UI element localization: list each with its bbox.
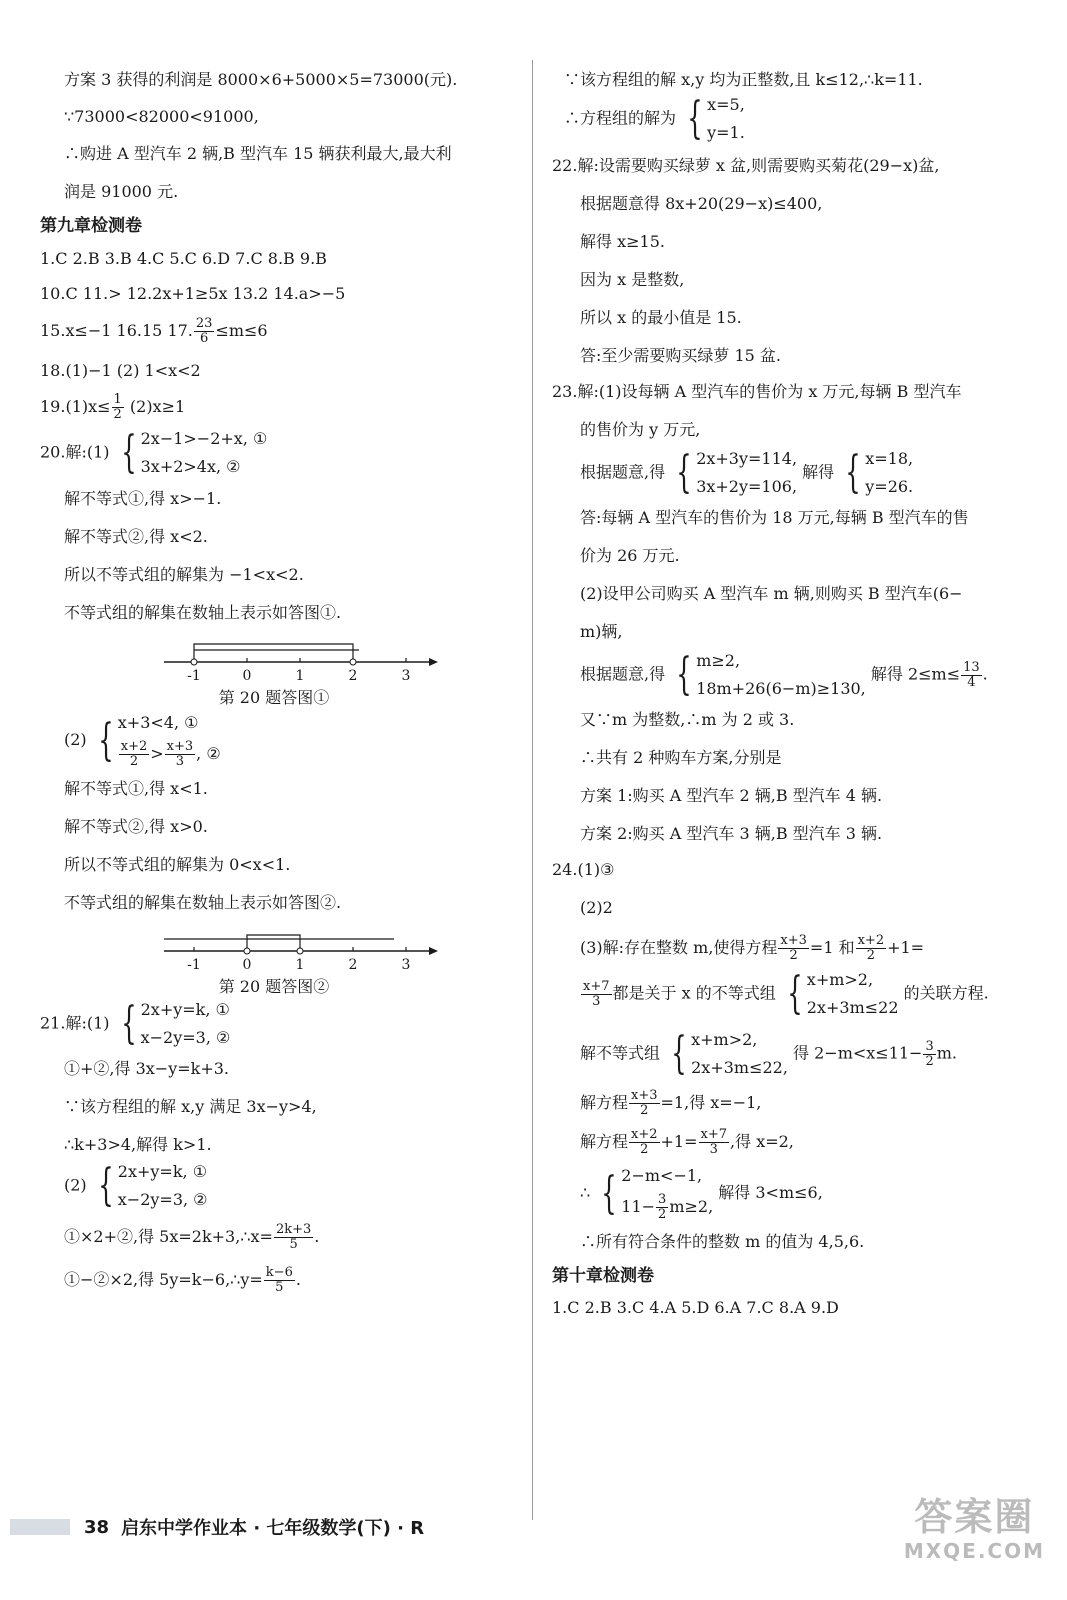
figure-caption: 第 20 题答图①: [218, 688, 330, 707]
answer-text: 15.x≤−1 16.15 17.: [40, 321, 193, 340]
text-line: 方案 1:购买 A 型汽车 2 辆,B 型汽车 4 辆.: [580, 786, 883, 805]
formula-line: ①×2+②,得 5x=2k+3,∴x= $\frac{2k+3}{5}$ .: [64, 1222, 320, 1252]
question-label: 21.解:(1): [40, 1013, 110, 1033]
chapter-9-title: 第九章检测卷: [40, 216, 142, 236]
formula-line: (3)解:存在整数 m,使得方程 $\frac{x+3}{2}$ =1 和 $\frac{x+2}{2}$ +1=: [580, 933, 925, 963]
text-line: 不等式组的解集在数轴上表示如答图②.: [64, 893, 342, 912]
q21-part2: [64, 1161, 524, 1211]
formula-line: 解方程 $\frac{x+3}{2}$ =1,得 x=−1,: [580, 1088, 762, 1118]
text-line: ∵73000<82000<91000,: [64, 107, 259, 126]
solution-bracket: [194, 644, 353, 662]
tick-label: 3: [401, 957, 411, 973]
right-column: [552, 58, 1012, 1317]
text-line: 答:至少需要购买绿萝 15 盆.: [580, 346, 782, 365]
axis-arrow: [429, 658, 438, 666]
fraction: $\frac{1}{2}$: [113, 392, 122, 422]
question-label: 20.解:(1): [40, 442, 110, 462]
text-line: 价为 26 万元.: [580, 546, 680, 565]
open-dot: [244, 948, 250, 954]
tick-label: 2: [348, 957, 358, 973]
solution-bracket: [247, 935, 300, 951]
number-line-1: [164, 634, 444, 684]
solution-line: ∴方程组的解为 { x=5, y=1.: [564, 93, 745, 144]
text-line: 24.(1)③: [552, 860, 615, 879]
answer-line-19: [40, 393, 500, 422]
figure-caption: 第 20 题答图②: [218, 977, 330, 996]
page-number: 38: [84, 1516, 110, 1538]
tick-label: 2: [348, 668, 358, 684]
answer-line: 1.C 2.B 3.C 4.A 5.D 6.A 7.C 8.A 9.D: [552, 1298, 839, 1317]
number-line-2: [164, 923, 444, 973]
text-line: 方案 3 获得的利润是 8000×6+5000×5=73000(元).: [64, 70, 458, 89]
answer-text: (2)x≥1: [124, 397, 186, 416]
open-dot: [297, 948, 303, 954]
text-line: 解不等式②,得 x<2.: [64, 527, 208, 546]
answer-line: 10.C 11.> 12.2x+1≥5x 13.2 14.a>−5: [40, 284, 346, 303]
text-line: 所以不等式组的解集为 0<x<1.: [64, 855, 291, 874]
text-line: ∴共有 2 种购车方案,分别是: [580, 748, 782, 767]
question-label: (2): [64, 730, 87, 749]
text-line: ∵该方程组的解 x,y 均为正整数,且 k≤12,∴k=11.: [564, 70, 923, 89]
question-label: (2): [64, 1175, 87, 1195]
q20-part1: [40, 428, 500, 478]
open-dot: [191, 659, 197, 665]
watermark-url: MXQE.COM: [903, 1539, 1045, 1563]
text-line: 所以 x 的最小值是 15.: [580, 308, 742, 327]
footer-decoration: [10, 1519, 70, 1535]
answer-line: 1.C 2.B 3.B 4.C 5.C 6.D 7.C 8.B 9.B: [40, 249, 327, 268]
text-line: 答:每辆 A 型汽车的售价为 18 万元,每辆 B 型汽车的售: [580, 508, 969, 527]
text-line: 解不等式②,得 x>0.: [64, 817, 208, 836]
tick-label: 1: [295, 668, 305, 684]
solution-line: 根据题意,得 { 2x+3y=114, 3x+2y=106, 解得 { x=18, y=26.: [580, 447, 914, 498]
text-line: 方案 2:购买 A 型汽车 3 辆,B 型汽车 3 辆.: [580, 824, 883, 843]
solution-line: 根据题意,得 { m≥2, 18m+26(6−m)≥130, 解得 2≤m≤ $\frac{13}{4}$ .: [580, 649, 988, 700]
answer-line: 18.(1)−1 (2) 1<x<2: [40, 361, 201, 380]
text-line: 润是 91000 元.: [64, 182, 179, 201]
text-line: ∴所有符合条件的整数 m 的值为 4,5,6.: [580, 1232, 865, 1251]
tick-label: -1: [187, 668, 201, 684]
tick-label: 0: [242, 957, 252, 973]
formula-line: $\frac{x+7}{3}$ 都是关于 x 的不等式组 { x+m>2, 2x+3m≤22 的关联方程.: [583, 968, 989, 1019]
tick-label: -1: [187, 957, 201, 973]
text-line: ∴k+3>4,解得 k>1.: [64, 1135, 212, 1154]
fraction: $\frac{23}{6}$: [195, 316, 213, 346]
watermark: [904, 1495, 1045, 1563]
formula-line: ∴ { 2−m<−1, 11− $\frac{3}{2}$ m≥2, 解得 3<m≤6,: [580, 1166, 823, 1222]
formula-line: 解不等式组 { x+m>2, 2x+3m≤22, 得 2−m<x≤11− $\frac{3}{2}$ m.: [580, 1028, 958, 1079]
tick-label: 1: [295, 957, 305, 973]
answer-line-17: [40, 317, 500, 346]
q21-part1: [40, 999, 500, 1049]
axis-arrow: [429, 947, 438, 955]
text-line: 解不等式①,得 x<1.: [64, 779, 208, 798]
open-dot: [350, 659, 356, 665]
answer-text: ≤m≤6: [215, 321, 268, 340]
text-line: 不等式组的解集在数轴上表示如答图①.: [64, 603, 342, 622]
inequality-system: { x+3<4, ① $\frac{x+2}{2}$ > $\frac{x+3}{3}$ , ②: [98, 713, 221, 769]
text-line: ①+②,得 3x−y=k+3.: [64, 1059, 230, 1078]
text-line: 因为 x 是整数,: [580, 270, 685, 289]
q20-part2: [64, 712, 524, 769]
text-line: 解不等式①,得 x>−1.: [64, 489, 222, 508]
tick-label: 0: [242, 668, 252, 684]
text-line: (2)设甲公司购买 A 型汽车 m 辆,则购买 B 型汽车(6−: [580, 584, 963, 603]
equation-system: { 2x+y=k, ① x−2y=3, ②: [120, 998, 231, 1049]
page-footer: [10, 1512, 424, 1542]
text-line: ∵该方程组的解 x,y 满足 3x−y>4,: [64, 1097, 317, 1116]
text-line: 的售价为 y 万元,: [580, 420, 701, 439]
inequality-system: { 2x−1>−2+x, ① 3x+2>4x, ②: [120, 427, 268, 478]
column-divider: [532, 60, 533, 1520]
watermark-logo: 答案圈: [914, 1495, 1035, 1539]
book-title: 启东中学作业本 · 七年级数学(下) · R: [121, 1518, 425, 1539]
text-line: 解得 x≥15.: [580, 232, 665, 251]
formula-line: ①−②×2,得 5y=k−6,∴y= $\frac{k-6}{5}$ .: [64, 1265, 301, 1295]
answer-text: 19.(1)x≤: [40, 397, 111, 416]
text-line: 23.解:(1)设每辆 A 型汽车的售价为 x 万元,每辆 B 型汽车: [552, 382, 962, 401]
left-column: [40, 58, 524, 1295]
text-line: 22.解:设需要购买绿萝 x 盆,则需要购买菊花(29−x)盆,: [552, 156, 940, 175]
equation-system: { 2x+y=k, ① x−2y=3, ②: [98, 1160, 208, 1211]
chapter-10-title: 第十章检测卷: [552, 1266, 654, 1286]
tick-label: 3: [401, 668, 411, 684]
text-line: 又∵m 为整数,∴m 为 2 或 3.: [580, 710, 795, 729]
text-line: 所以不等式组的解集为 −1<x<2.: [64, 565, 304, 584]
formula-line: 解方程 $\frac{x+2}{2}$ +1= $\frac{x+7}{3}$ ,得 x=2,: [580, 1127, 794, 1157]
text-line: m)辆,: [580, 622, 623, 641]
text-line: ∴购进 A 型汽车 2 辆,B 型汽车 15 辆获利最大,最大利: [64, 144, 452, 163]
text-line: 根据题意得 8x+20(29−x)≤400,: [580, 194, 823, 213]
text-line: (2)2: [580, 898, 613, 917]
